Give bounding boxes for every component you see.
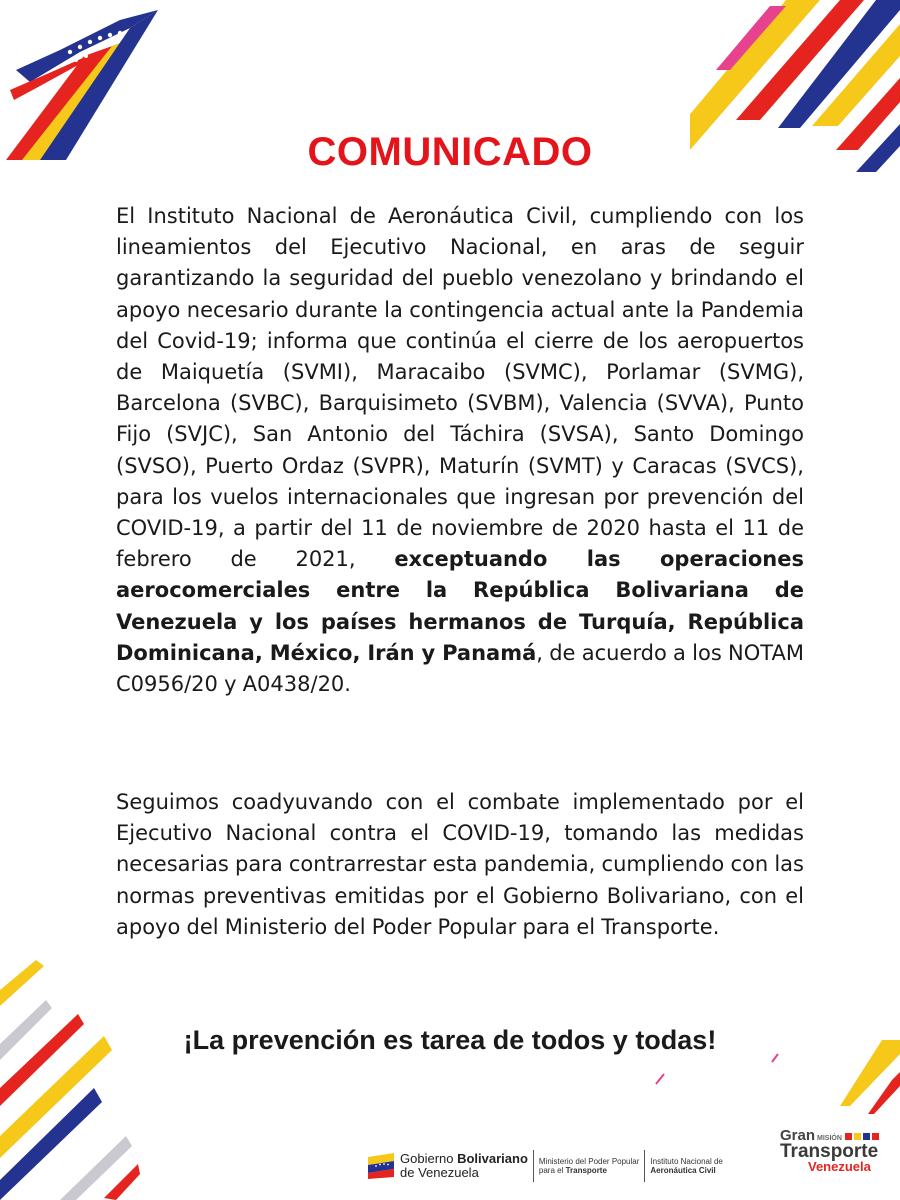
ministry-line1: Ministerio del Poder Popular	[538, 1157, 640, 1166]
gm-transporte: Transporte	[780, 1141, 879, 1162]
inac-name	[650, 1157, 723, 1175]
page-title: COMUNICADO	[307, 130, 593, 174]
gran-mision-transporte-logo	[780, 1128, 890, 1174]
gm-gran: Gran	[780, 1127, 816, 1144]
gm-mision: MISIÓN	[817, 1135, 842, 1142]
gobierno-bolivariano-name	[400, 1152, 528, 1180]
inac-line1: Instituto Nacional de	[650, 1157, 723, 1166]
paragraph-bold-exception: exceptuando las operaciones aerocomerciales entre la República Bolivariana de Venezuela y los países hermanos de Turquía, República Dominicana, México, Irán y Panamá	[116, 547, 804, 665]
footer-institutional-logos	[366, 1146, 723, 1186]
gov-line1-a: Gobierno	[400, 1151, 458, 1166]
venezuela-flag-icon	[366, 1153, 396, 1179]
paragraph-outro: , de acuerdo a los NOTAM C0956/20 y A0438/20.	[116, 640, 804, 697]
footer-divider	[644, 1150, 645, 1182]
paragraph-intro: El Instituto Nacional de Aeronáutica Civil, cumpliendo con los lineamientos del Ejecutivo Nacional, en aras de seguir garantizando la seguridad del pueblo venezolano y brindando el apoyo necesario durante la contingencia actual ante la Pandemia del Covid-19; informa que continúa el cierre de los aeropuertos de Maiquetía (SVMI), Maracaibo (SVMC), Porlamar (SVMG), Barcelona (SVBC), Barquisimeto (SVBM), Valencia (SVVA), Punto Fijo (SVJC), San Antonio del Táchira (SVSA), Santo Domingo (SVSO), Puerto Ordaz (SVPR), Maturín (SVMT) y Caracas (SVCS), para los vuelos internacionales que ingresan por prevención del COVID-19, a partir del 11 de noviembre de 2020 hasta el 11 de febrero de 2021,	[116, 204, 804, 572]
gov-line1-b: Bolivariano	[457, 1151, 528, 1166]
gm-venezuela: Venezuela	[808, 1159, 871, 1174]
slogan: ¡La prevención es tarea de todos y todas!	[183, 1025, 717, 1055]
inac-line2: Aeronáutica Civil	[650, 1166, 716, 1175]
paragraph-announcement	[116, 201, 804, 700]
transport-icons	[845, 1133, 879, 1140]
ministry-line2-a: para el	[538, 1166, 566, 1175]
ministry-line2-b: Transporte	[565, 1166, 607, 1175]
bottom-left-stripes-decoration	[0, 960, 140, 1200]
ministry-name	[539, 1157, 640, 1175]
paragraph-support: Seguimos coadyuvando con el combate implementado por el Ejecutivo Nacional contra el COVID-19, tomando las medidas necesarias para contrarrestar esta pandemia, cumpliendo con las normas preventivas emitidas por el Gobierno Bolivariano, con el apoyo del Ministerio del Poder Popular para el Transporte.	[116, 790, 804, 939]
gov-line2: de Venezuela	[400, 1165, 479, 1180]
footer-divider	[533, 1150, 534, 1182]
